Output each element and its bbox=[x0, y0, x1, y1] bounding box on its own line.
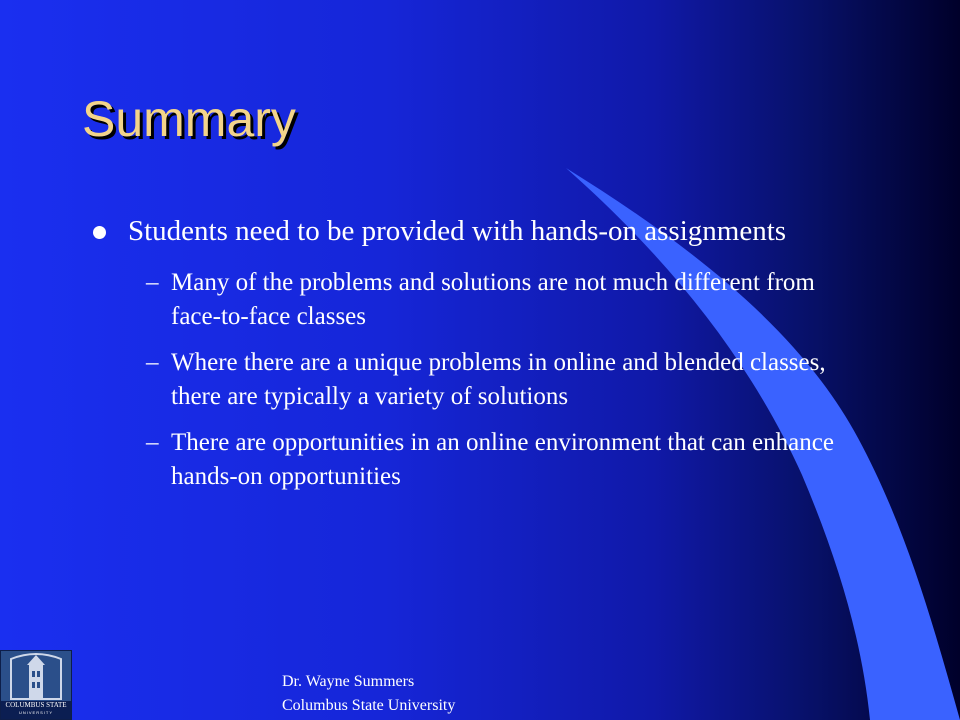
slide-content bbox=[90, 214, 860, 506]
slide-title: Summary bbox=[82, 91, 296, 147]
sub-bullet-text: Many of the problems and solutions are not much different from face-to-face classes bbox=[171, 269, 815, 330]
dash-icon: – bbox=[146, 269, 159, 296]
logo-wordmark bbox=[1, 701, 71, 719]
tower-icon bbox=[1, 651, 71, 703]
footer bbox=[282, 670, 455, 718]
logo-line1: COLUMBUS STATE bbox=[5, 701, 67, 709]
footer-author: Dr. Wayne Summers bbox=[282, 673, 415, 690]
logo-line2: UNIVERSITY bbox=[18, 710, 53, 715]
sub-bullet-text: There are opportunities in an online environment that can enhance hands-on opportunities bbox=[171, 429, 834, 490]
dash-icon: – bbox=[146, 429, 159, 456]
sub-bullet-item bbox=[90, 346, 860, 414]
sub-bullet-text: Where there are a unique problems in online and blended classes, there are typically a variety of solutions bbox=[171, 349, 826, 410]
bullet-dot-icon bbox=[93, 226, 106, 239]
bullet-text: Students need to be provided with hands-on assignments bbox=[128, 215, 787, 247]
sub-bullet-item bbox=[90, 426, 860, 494]
sub-bullet-list bbox=[90, 266, 860, 494]
sub-bullet-item bbox=[90, 266, 860, 334]
bullet-item bbox=[90, 214, 860, 248]
dash-icon: – bbox=[146, 349, 159, 376]
footer-institution: Columbus State University bbox=[282, 697, 456, 714]
university-logo bbox=[0, 650, 72, 720]
